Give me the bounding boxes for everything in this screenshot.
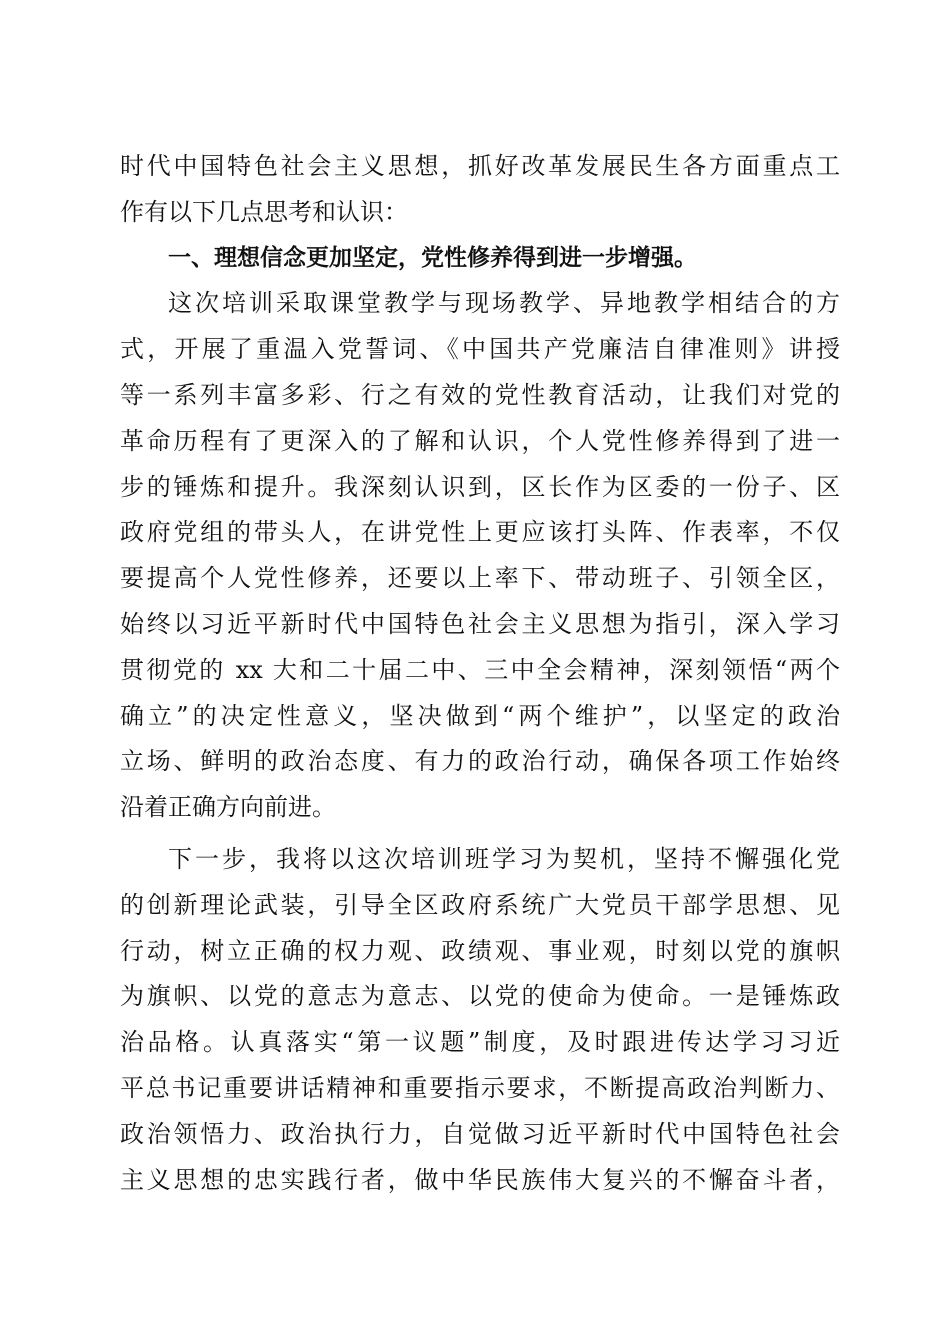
text-line: 平总书记重要讲话精神和重要指示要求，不断提高政治判断力、 (120, 1073, 840, 1102)
text-line: 始终以习近平新时代中国特色社会主义思想为指引，深入学习 (120, 609, 840, 638)
intro-paragraph (120, 144, 840, 236)
text-line: 步的锤炼和提升。我深刻认识到，区长作为区委的一份子、区 (120, 472, 840, 501)
paragraph-1 (120, 281, 840, 831)
text-line: 时代中国特色社会主义思想，抓好改革发展民生各方面重点工 (120, 152, 840, 180)
paragraph-2 (120, 837, 840, 1203)
text-line: 沿着正确方向前进。 (120, 793, 336, 822)
text-line: 主义思想的忠实践行者，做中华民族伟大复兴的不懈奋斗者， (120, 1165, 840, 1194)
text-line: 为旗帜、以党的意志为意志、以党的使命为使命。一是锤炼政 (120, 982, 840, 1011)
text-line: 式，开展了重温入党誓词、《中国共产党廉洁自律准则》讲授 (120, 335, 840, 364)
document-body (120, 144, 840, 1203)
text-line: 确立”的决定性意义，坚决做到“两个维护”，以坚定的政治 (120, 701, 840, 730)
text-line: 政治领悟力、政治执行力，自觉做习近平新时代中国特色社会 (120, 1119, 840, 1148)
text-line: 这次培训采取课堂教学与现场教学、异地教学相结合的方 (168, 289, 840, 318)
section-heading: 一、理想信念更加坚定，党性修养得到进一步增强。 (168, 244, 697, 271)
text-line: 立场、鲜明的政治态度、有力的政治行动，确保各项工作始终 (120, 747, 840, 776)
text-line: 的创新理论武装，引导全区政府系统广大党员干部学思想、见 (120, 890, 840, 919)
text-line: 革命历程有了更深入的了解和认识，个人党性修养得到了进一 (120, 426, 840, 455)
text-line: 等一系列丰富多彩、行之有效的党性教育活动，让我们对党的 (120, 380, 840, 409)
text-line: 行动，树立正确的权力观、政绩观、事业观，时刻以党的旗帜 (120, 936, 840, 965)
text-line: 贯彻党的 xx 大和二十届二中、三中全会精神，深刻领悟“两个 (120, 655, 840, 684)
text-line: 治品格。认真落实“第一议题”制度，及时跟进传达学习习近 (120, 1028, 840, 1057)
text-line: 作有以下几点思考和认识： (120, 197, 408, 226)
text-line: 要提高个人党性修养，还要以上率下、带动班子、引领全区， (120, 564, 840, 593)
text-line: 下一步，我将以这次培训班学习为契机，坚持不懈强化党 (168, 844, 840, 873)
text-line: 政府党组的带头人，在讲党性上更应该打头阵、作表率，不仅 (120, 518, 840, 547)
